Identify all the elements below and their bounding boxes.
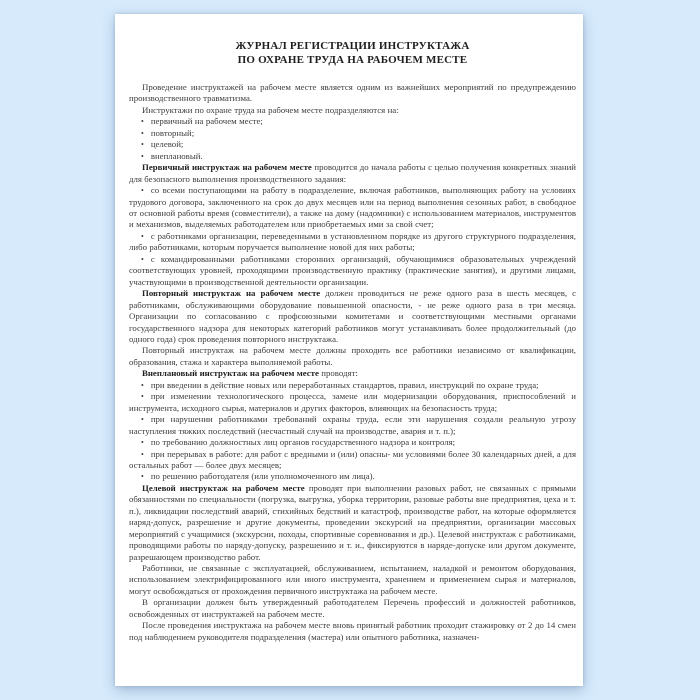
paragraph-lead: Целевой инструктаж на рабочем месте — [142, 482, 305, 493]
bullet-icon: • — [141, 392, 144, 402]
bullet-item: • внеплановый. — [141, 150, 203, 161]
paragraph: Целевой инструктаж на рабочем месте проводят при выполнении разовых работ, не связанных с прямыми обязанностями по специальности (погрузка, выгрузка, уборка территории, разовые работы вне предприятия, цеха и т. п.), ликвидации последствий аварий, стихийных бедствий и катастроф, производстве работ, на которые оформляется наряд-допуск, разрешение и другие документы, проведении экскурсий на предприятии, организации массовых мероприятий с учащимися (экскурсии, походы, спортивные соревнования и др.). Целевой инструктаж с работниками, проводящими работы по наряду-допуску, разрешению и т. и., фиксируются в наряде-допуске или другом документе, разрешающем производство работ. — [129, 482, 576, 562]
bullet-icon: • — [141, 117, 144, 127]
bullet-item: • при нарушении работниками требований охраны труда, если эти нарушения создали реальную угрозу наступления тяжких последствий (несчастный случай на производстве, авария и т. п.); — [129, 414, 576, 436]
document-title-line-1: ЖУРНАЛ РЕГИСТРАЦИИ ИНСТРУКТАЖА — [235, 40, 470, 52]
bullet-item: • при введении в действие новых или переработанных стандартов, правил, инструкций по охране труда; — [141, 379, 539, 390]
bullet-icon: • — [141, 472, 144, 482]
bullet-item: • первичный на рабочем месте; — [141, 116, 263, 127]
bullet-item: • с командированными работниками сторонних организаций, обучающимися образовательных учреждений соответствующих уровней, проходящими производственную практику (практические занятия), и другими лицами, участвующими в производственной деятельности организации. — [129, 253, 576, 287]
bullet-item: • со всеми поступающими на работу в подразделение, включая работников, выполняющих работу на условиях трудового договора, заключенного на срок до двух месяцев или на период выполнения сезонных работ, в свободное от основной работы время (совместители), а также на дому (надомники) с использованием материалов, инструментов и механизмов, выделяемых работодателем или приобретаемых ими за свой счет; — [129, 185, 576, 230]
document-title-line-2: ПО ОХРАНЕ ТРУДА НА РАБОЧЕМ МЕСТЕ — [237, 53, 468, 66]
document-body — [129, 82, 576, 643]
paragraph: В организации должен быть утвержденный работодателем Перечень профессий и должностей работников, освобожденных от инструктажей на рабочем месте. — [129, 597, 576, 619]
paragraph: Внеплановый инструктаж на рабочем месте проводят: — [142, 368, 358, 379]
paragraph: Инструктажи по охране труда на рабочем месте подразделяются на: — [142, 104, 399, 115]
bullet-icon: • — [141, 151, 144, 161]
paragraph-lead: Повторный инструктаж на рабочем месте — [142, 288, 321, 299]
bullet-icon: • — [141, 438, 144, 448]
paragraph: Повторный инструктаж на рабочем месте должен проводиться не реже одного раза в шесть месяцев, с работниками, обслуживающими оборудование повышенной опасности, - не реже одного раза в три месяца. Организации по согласованию с профсоюзными комитетами и соответствующими местными органами государственного надзора для некоторых категорий работников могут устанавливать более продолжительный (до одного года) срок проведения повторного инструктажа. — [129, 288, 577, 344]
paragraph: Проведение инструктажей на рабочем месте является одним из важнейших мероприятий по предупреждению производственного травматизма. — [129, 82, 576, 104]
bullet-icon: • — [141, 380, 144, 390]
paragraph-lead: Внеплановый инструктаж на рабочем месте — [142, 368, 319, 379]
bullet-item: • по требованию должностных лиц органов государственного надзора и контроля; — [141, 437, 456, 448]
bullet-item: • по решению работодателя (или уполномоченного им лица). — [141, 471, 375, 482]
bullet-item: • с работниками организации, переведенными в установленном порядке из другого структурного подразделения, либо работниками, которым поручается выполнение новой для них работы; — [129, 230, 576, 253]
paragraph: Повторный инструктаж на рабочем месте должны проходить все работники независимо от квалификации, образования, стажа и характера выполняемой работы. — [129, 345, 576, 367]
bullet-icon: • — [141, 254, 144, 264]
bullet-item: • целевой; — [141, 139, 184, 150]
paragraph: Работники, не связанные с эксплуатацией, обслуживанием, испытанием, наладкой и ремонтом оборудования, использованием электрифицированного или иного инструмента, хранением и применением сырья и материалов, могут освобождаться от прохождения первичного инструктажа на рабочем месте. — [129, 563, 576, 596]
paragraph-lead: Первичный инструктаж на рабочем месте — [142, 162, 312, 173]
bullet-item: • при перерывах в работе: для работ с вредными и (или) опасны- ми условиями более 30 календарных дней, а для остальных работ — более двух месяцев; — [129, 448, 576, 470]
paragraph: Первичный инструктаж на рабочем месте проводится до начала работы с целью получения конкретных знаний для безопасного выполнения производственного задания: — [129, 162, 576, 184]
document-title — [129, 40, 576, 67]
document-page — [115, 14, 583, 686]
bullet-icon: • — [141, 449, 144, 459]
bullet-icon: • — [141, 186, 144, 196]
bullet-icon: • — [141, 128, 144, 138]
bullet-icon: • — [141, 415, 144, 425]
bullet-item: • при изменении технологического процесса, замене или модернизации оборудования, приспособлений и инструмента, исходного сырья, материалов и других факторов, влияющих на безопасность труда; — [129, 391, 576, 413]
paragraph: После проведения инструктажа на рабочем месте вновь принятый работник проходит стажировку от 2 до 14 смен под наблюдением руководителя подразделения (мастера) или опытного работника, назначен- — [129, 620, 576, 642]
bullet-icon: • — [141, 140, 144, 150]
bullet-icon: • — [141, 231, 144, 241]
bullet-item: • повторный; — [141, 127, 195, 138]
